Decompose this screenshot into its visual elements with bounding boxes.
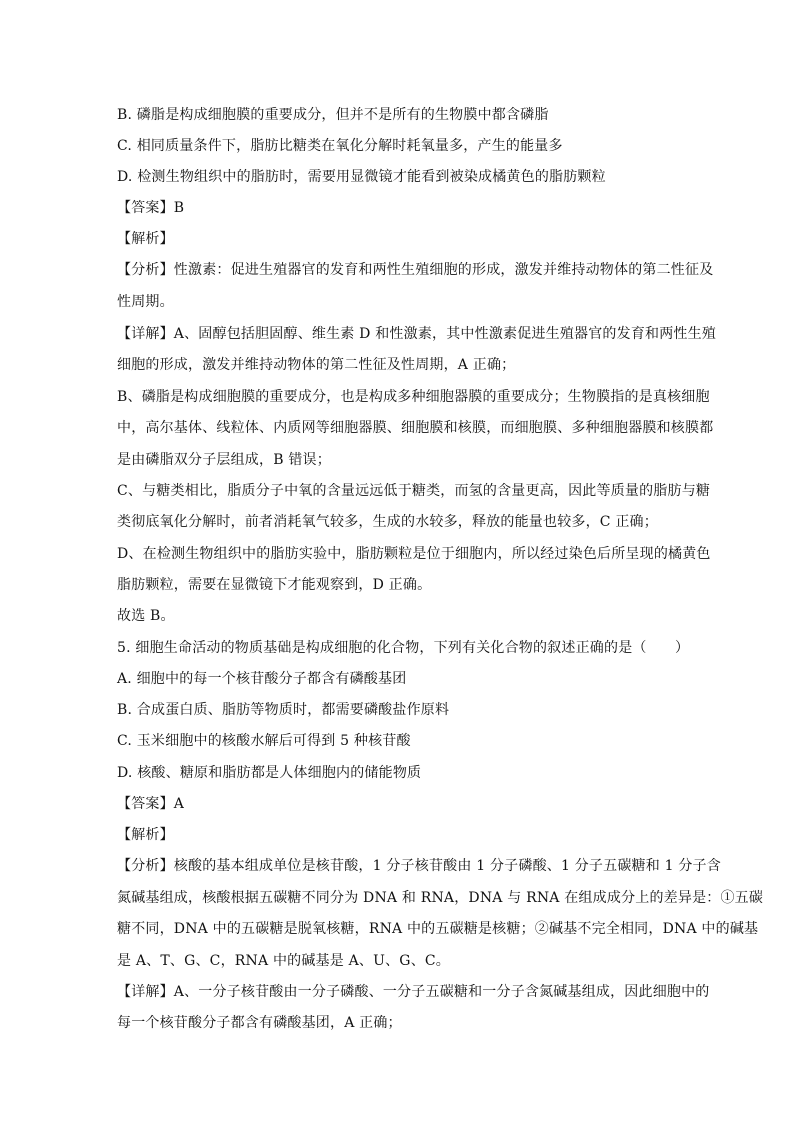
conclusion-text: 故选 B。 (117, 608, 175, 624)
analysis-paragraph: 是 A、T、G、C，RNA 中的碱基是 A、U、G、C。 (117, 953, 450, 969)
option-b-text: B. 磷脂是构成细胞膜的重要成分，但并不是所有的生物膜中都含磷脂 (117, 107, 549, 123)
detail-paragraph: 中，高尔基体、线粒体、内质网等细胞器膜、细胞膜和核膜，而细胞膜、多种细胞器膜和核膜都 (117, 420, 714, 436)
detail-paragraph: 【详解】A、固醇包括胆固醇、维生素 D 和性激素，其中性激素促进生殖器官的发育和两性生殖 (117, 326, 717, 342)
detail-paragraph: 细胞的形成，激发并维持动物体的第二性征及性周期，A 正确； (117, 357, 516, 373)
option-b-text: B. 合成蛋白质、脂肪等物质时，都需要磷酸盐作原料 (117, 702, 450, 718)
answer-label: 【答案】B (117, 200, 185, 216)
option-d-text: D. 检测生物组织中的脂肪时，需要用显微镜才能看到被染成橘黄色的脂肪颗粒 (117, 169, 606, 185)
analysis-paragraph: 【分析】核酸的基本组成单位是核苷酸，1 分子核苷酸由 1 分子磷酸、1 分子五碳糖和 1 分子含 (117, 858, 721, 874)
analysis-label: 【解析】 (117, 827, 174, 843)
detail-paragraph: 脂肪颗粒，需要在显微镜下才能观察到，D 正确。 (117, 577, 432, 593)
analysis-paragraph: 【分析】性激素：促进生殖器官的发育和两性生殖细胞的形成，激发并维持动物体的第二性征及 (117, 262, 714, 278)
option-a-text: A. 细胞中的每一个核苷酸分子都含有磷酸基团 (117, 671, 407, 687)
analysis-paragraph: 糖不同，DNA 中的五碳糖是脱氧核糖，RNA 中的五碳糖是核糖；②碱基不完全相同，DNA 中的碱基 (117, 921, 759, 937)
detail-paragraph: B、磷脂是构成细胞膜的重要成分，也是构成多种细胞器膜的重要成分；生物膜指的是真核细胞 (117, 389, 710, 405)
answer-label: 【答案】A (117, 796, 185, 812)
detail-paragraph: 【详解】A、一分子核苷酸由一分子磷酸、一分子五碳糖和一分子含氮碱基组成，因此细胞中的 (117, 984, 710, 1000)
analysis-paragraph: 性周期。 (117, 294, 174, 310)
option-d-text: D. 核酸、糖原和脂肪都是人体细胞内的储能物质 (117, 765, 422, 781)
analysis-paragraph: 氮碱基组成，核酸根据五碳糖不同分为 DNA 和 RNA，DNA 与 RNA 在组成成分上的差异是：①五碳 (117, 890, 764, 906)
option-c-text: C. 玉米细胞中的核酸水解后可得到 5 种核苷酸 (117, 733, 411, 749)
detail-paragraph: 每一个核苷酸分子都含有磷酸基团，A 正确； (117, 1015, 402, 1031)
detail-paragraph: D、在检测生物组织中的脂肪实验中，脂肪颗粒是位于细胞内，所以经过染色后所呈现的橘黄色 (117, 546, 711, 562)
detail-paragraph: 是由磷脂双分子层组成，B 错误； (117, 452, 331, 468)
option-c-text: C. 相同质量条件下，脂肪比糖类在氧化分解时耗氧量多，产生的能量多 (117, 138, 563, 154)
question-stem: 5. 细胞生命活动的物质基础是构成细胞的化合物，下列有关化合物的叙述正确的是（ ） (117, 640, 690, 656)
detail-paragraph: 类彻底氧化分解时，前者消耗氧气较多，生成的水较多，释放的能量也较多，C 正确； (117, 514, 658, 530)
analysis-label: 【解析】 (117, 231, 174, 247)
detail-paragraph: C、与糖类相比，脂质分子中氧的含量远远低于糖类，而氢的含量更高，因此等质量的脂肪与糖 (117, 483, 711, 499)
